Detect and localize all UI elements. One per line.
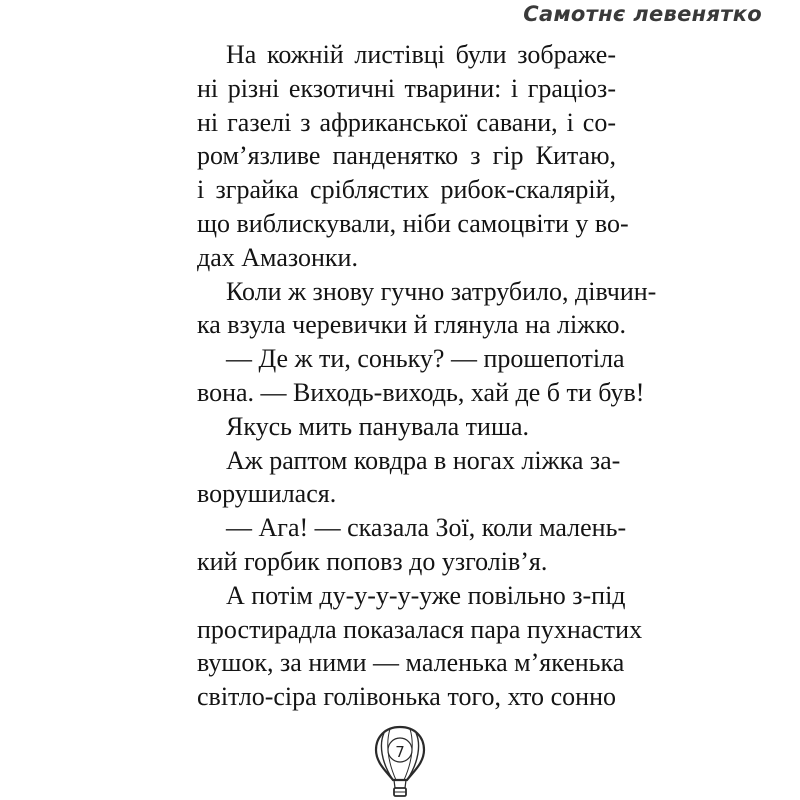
paragraph [197,342,645,410]
text-line: світло-сіра голівонька того, хто сонно [197,682,616,712]
text-line: — Ага! — сказала Зої, коли малень- [226,513,627,543]
text-line: ворушилася. [197,479,337,509]
page-number-badge [372,724,428,800]
text-line: ром’язливе панденятко з гір Китаю, [197,141,616,171]
paragraph [197,38,629,275]
paragraph [197,275,657,343]
text-line: вона. — Виходь-виходь, хай де б ти був! [197,377,645,407]
hot-air-balloon-icon [372,724,428,800]
text-line: ні різні екзотичні тварини: і граціоз- [197,73,616,103]
text-line: і зграйка сріблястих рибок-скалярій, [197,175,616,205]
text-line: Коли ж знову гучно затрубило, дівчин- [226,276,657,306]
text-line: ка взула черевички й глянула на ліжко. [197,310,627,340]
running-head: Самотнє левенятко [523,2,762,26]
text-line: Аж раптом ковдра в ногах ліжка за- [226,445,621,475]
text-line: вушок, за ними — маленька м’якенька [197,648,625,678]
paragraph [197,444,621,512]
page-number: 7 [395,743,405,761]
text-line: — Де ж ти, соньку? — прошепотіла [226,344,625,374]
text-line: кий горбик поповз до узголів’я. [197,546,548,576]
text-line: ні газелі з африканської савани, і со- [197,107,616,137]
text-line: що виблискували, ніби самоцвіти у во- [197,208,629,238]
text-line: А потім ду-у-у-у-уже повільно з-під [226,580,626,610]
text-line: простирадла показалася пара пухнастих [197,614,643,644]
body-text [197,38,657,714]
paragraph [197,410,616,444]
paragraph [197,511,627,579]
text-line: На кожній листівці були зображе- [226,40,616,69]
text-line: Якусь мить панувала тиша. [226,411,530,441]
paragraph [197,579,643,714]
text-line: дах Амазонки. [197,242,358,272]
